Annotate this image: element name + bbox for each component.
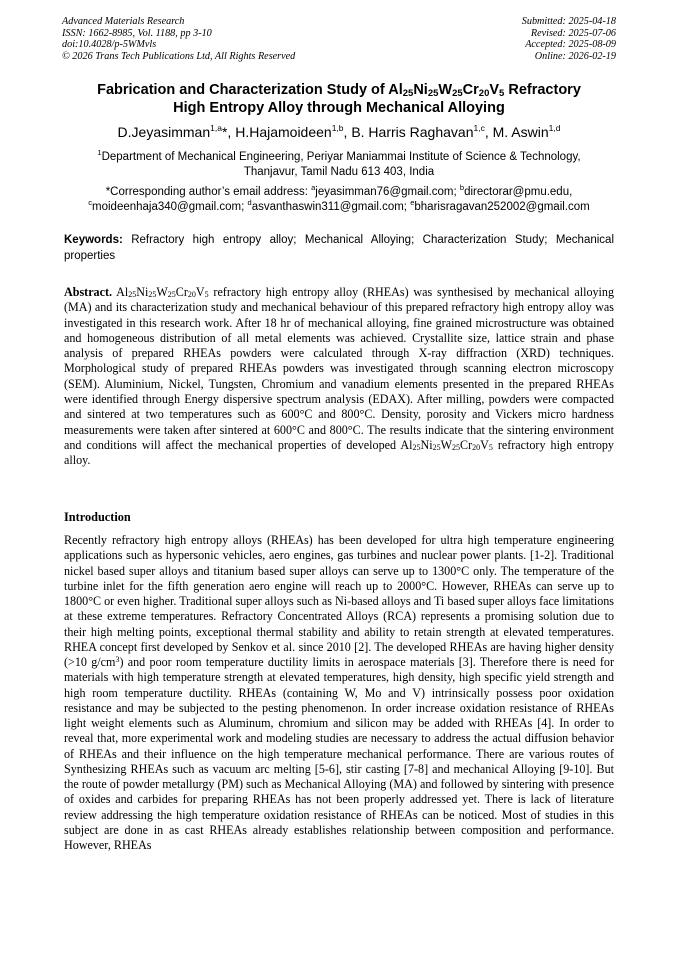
- abs-element-ni: Ni: [136, 285, 149, 299]
- journal-copyright: © 2026 Trans Tech Publications Ltd, All Rights Reserved: [62, 50, 296, 62]
- abs2-subscript-w: 25: [452, 442, 460, 452]
- intro-superscript: 3: [115, 655, 120, 664]
- title-subscript-cr: 20: [478, 88, 490, 99]
- email-e[interactable]: bharisragavan252002@gmail.com: [414, 201, 590, 213]
- abs2-subscript-ni: 25: [432, 442, 441, 452]
- title-subscript-al: 25: [402, 88, 414, 99]
- abs-subscript-al: 25: [128, 290, 137, 299]
- publication-dates: [522, 16, 616, 62]
- title-element-cr: Cr: [462, 82, 479, 98]
- abstract: [64, 285, 614, 469]
- title-text-end: Refractory: [504, 82, 581, 98]
- keywords: [64, 233, 614, 264]
- email-b[interactable]: directorar@pmu.edu,: [464, 186, 573, 198]
- abs2-subscript-al: 25: [412, 442, 421, 452]
- abs-element-v: V: [195, 285, 205, 299]
- affiliation-line-2: Thanjavur, Tamil Nadu 613 403, India: [243, 166, 435, 178]
- abstract-label: Abstract.: [64, 285, 113, 299]
- title-subscript-ni: 25: [427, 88, 439, 99]
- author-list: D.Jeyasimman$^{1,a}$*, H.Hajamoideen$^{1,b}$, B. Harris Raghavan$^{1,c}$, M. Aswin$^{1,d}$: [117, 123, 561, 140]
- keywords-label: Keywords:: [64, 234, 123, 246]
- email-mark-d: d: [247, 198, 252, 207]
- abs2-element-w: W: [440, 437, 452, 452]
- journal-issn: ISSN: 1662-8985, Vol. 1188, pp 3-10: [62, 27, 212, 39]
- intro-text-part-2: ) and poor room temperature ductility limits in aerospace materials [3]. Therefore there is need for materials with high temperature strength at elevated temperatures, high density, high specific yield strength and high room temperature ductility. RHEAs (containing W, Mo and V) intrinsically possess poor oxidation resistance and may be subjected to the pesting phenomenon. In order increase oxidation resistance of RHEAs light weight elements such as Aluminum, chromium and silicon may be added with RHEAs [4]. In order to reveal that, more experimental work and modeling studies are necessary to address the actual diffusion behavior of RHEAs and their influence on the high temperature mechanical performance. There are various routes of Synthesizing RHEAs such as vacuum arc melting [5-6], stir casting [7-8] and mechanical Alloying [9-10]. But the route of powder metallurgy (PM) such as Mechanical Alloying (MA) and followed by sintering with presence of oxides and carbides for preparing RHEAs has not been properly addressed yet. There is lack of literature review addressing the high temperature oxidation resistance of RHEAs can be noticed. Most of studies in this subject are done in as cast RHEAs already establishes relationship between composition and performance. However, RHEAs: [64, 655, 614, 852]
- journal-info: [62, 16, 295, 62]
- date-online: Online: 2026-02-19: [534, 50, 616, 62]
- author-name: B. Harris Raghavan: [351, 124, 474, 140]
- title-text-start: Fabrication and Characterization Study of Al: [97, 82, 403, 98]
- email-a[interactable]: jeyasimman76@gmail.com;: [315, 186, 457, 198]
- abs2-element-al: Al: [400, 437, 413, 452]
- email-block: [40, 185, 638, 215]
- abs-element-cr: Cr: [175, 285, 188, 299]
- title-element-w: W: [438, 82, 453, 98]
- abs2-subscript-v: 5: [488, 442, 493, 452]
- email-line-2: [40, 200, 638, 215]
- email-line-1: [40, 185, 638, 200]
- section-heading-introduction: Introduction: [64, 510, 131, 524]
- journal-header: [62, 16, 616, 64]
- affiliation: [50, 150, 628, 180]
- email-mark-a: a: [311, 183, 316, 192]
- author-name: H.Hajamoideen: [235, 124, 332, 140]
- abstract-body: refractory high entropy alloy (RHEAs) was synthesised by mechanical alloying (MA) and its characterization study and mechanical behaviour of this prepared refractory high entropy alloy was investigated in this research work. After 18 hr of mechanical alloying, fine grained microstructure was obtained and homogeneous distribution of all metal elements was achieved. Crystallite size, lattice strain and phase analysis of prepared RHEAs powders were calculated through X-ray diffraction (XRD) techniques. Morphological study of prepared RHEAs powders was investigated through scanning electron microscopy (SEM). Aluminium, Nickel, Tungsten, Chromium and vanadium elements presented in the prepared RHEAs were identified through Energy dispersive spectrum analysis (EDAX). After milling, powders were compacted and sintered at two temperatures such as 600°C and 800°C. Density, porosity and Vickers micro hardness measurements were taken after sintered at 600°C and 800°C. The results indicate that the sintering environment and conditions will affect the mechanical properties of developed: [64, 285, 614, 452]
- email-mark-e: e: [410, 198, 415, 207]
- email-d[interactable]: asvanthaswin311@gmail.com;: [251, 201, 408, 213]
- title-element-v: V: [489, 82, 500, 98]
- affiliation-line-1: Department of Mechanical Engineering, Periyar Maniammai Institute of Science & Technology,: [101, 151, 581, 163]
- email-c[interactable]: moideenhaja340@gmail.com;: [92, 201, 245, 213]
- author-affil-mark: 1,a: [210, 123, 222, 133]
- intro-text-part-1: Recently refractory high entropy alloys (RHEAs) has been developed for ultra high temperature engineering applications such as hypersonic vehicles, aero engines, gas turbines and nuclear power plants. [1-2]. Traditional nickel based super alloys and titanium based super alloys can serve up to 1300°C only. The temperature of the turbine inlet for the fifth generation aero engine will reach up to 2000°C. However, RHEAs can serve up to 1800°C or even higher. Traditional super alloys such as Ni-based alloys and Ti based super alloys face limitations at these extreme temperatures. Refractory Concentrated Alloys (RCA) represents a promising solution due to their high melting points, exceptional thermal stability and ability to retain strength at elevated temperatures. RHEA concept first developed by Senkov et al. since 2010 [2]. The developed RHEAs are having higher density (>10 g/cm: [64, 533, 614, 669]
- journal-doi[interactable]: doi:10.4028/p-5WMvls: [62, 39, 157, 50]
- paper-title: [50, 82, 628, 117]
- date-accepted: Accepted: 2025-08-09: [525, 39, 616, 50]
- abstract-end: refractory high entropy alloy.: [64, 437, 614, 468]
- affiliation-mark: 1: [97, 148, 102, 157]
- abs-element-al: Al: [116, 285, 129, 299]
- author-affil-mark: 1,d: [548, 123, 561, 133]
- author-affil-mark: 1,b: [331, 123, 344, 133]
- title-subscript-v: 5: [499, 88, 505, 99]
- email-mark-c: c: [88, 198, 93, 207]
- introduction-body: [64, 533, 614, 853]
- abs-subscript-v: 5: [204, 290, 209, 299]
- keywords-text: Refractory high entropy alloy; Mechanical Alloying; Characterization Study; Mechanical properties: [64, 234, 614, 262]
- abs-subscript-w: 25: [167, 290, 176, 299]
- title-line-2: High Entropy Alloy through Mechanical Alloying: [173, 99, 505, 116]
- date-submitted: Submitted: 2025-04-18: [521, 16, 616, 27]
- abs-element-w: W: [156, 285, 168, 299]
- date-revised: Revised: 2025-07-06: [530, 27, 616, 39]
- title-element-ni: Ni: [413, 82, 428, 98]
- abs2-element-v: V: [480, 437, 489, 452]
- email-mark-b: b: [459, 183, 465, 192]
- abs-subscript-ni: 25: [148, 290, 157, 299]
- title-subscript-w: 25: [452, 88, 463, 99]
- author-name: M. Aswin: [492, 124, 549, 140]
- journal-name: Advanced Materials Research: [62, 16, 185, 27]
- corresponding-star: *: [221, 124, 228, 140]
- email-prefix: *Corresponding author’s email address:: [105, 186, 312, 198]
- abs2-element-ni: Ni: [420, 437, 433, 452]
- abs2-subscript-cr: 20: [472, 442, 481, 452]
- abs-subscript-cr: 20: [187, 290, 196, 299]
- author-affil-mark: 1,c: [473, 123, 485, 133]
- abs2-element-cr: Cr: [460, 437, 473, 452]
- author-name: D.Jeyasimman: [117, 124, 211, 140]
